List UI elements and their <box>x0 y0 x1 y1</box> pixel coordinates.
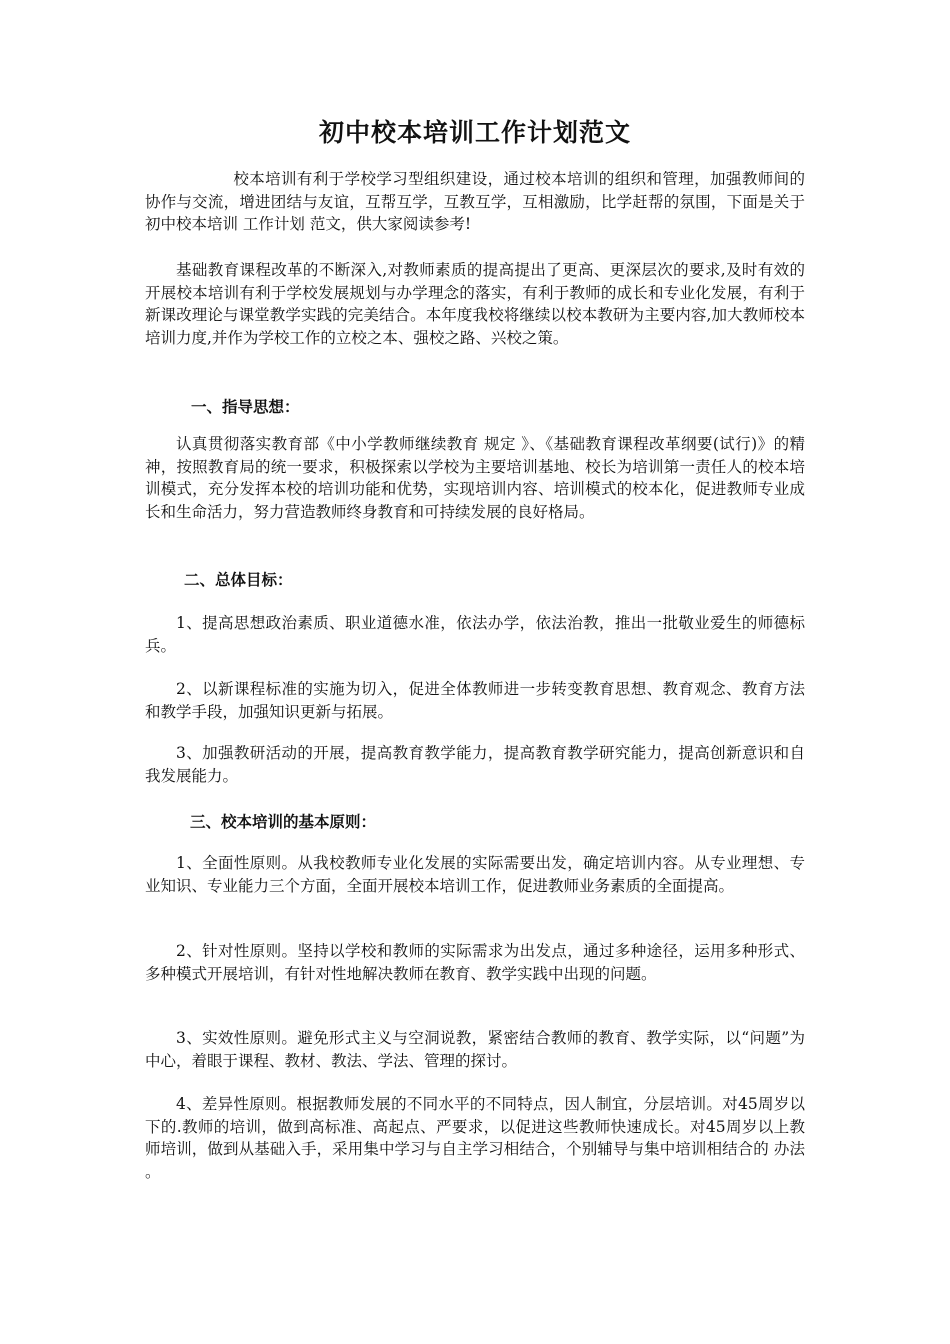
principle-item-1: 1、全面性原则。从我校教师专业化发展的实际需要出发，确定培训内容。从专业理想、专业知识、专业能力三个方面，全面开展校本培训工作，促进教师业务素质的全面提高。 <box>145 854 805 895</box>
background-paragraph: 基础教育课程改革的不断深入,对教师素质的提高提出了更高、更深层次的要求,及时有效的开展校本培训有利于学校发展规划与办学理念的落实，有利于教师的成长和专业化发展，有利于新课改理论与课堂教学实践的完美结合。本年度我校将继续以校本教研为主要内容,加大教师校本培训力度,并作为学校工作的立校之本、强校之路、兴校之策。 <box>145 261 805 347</box>
goal-item-3: 3、加强教研活动的开展，提高教育教学能力，提高教育教学研究能力，提高创新意识和自我发展能力。 <box>145 744 805 785</box>
principle-item-4: 4、差异性原则。根据教师发展的不同水平的不同特点，因人制宜，分层培训。对45周岁以下的.教师的培训，做到高标准、高起点、严要求，以促进这些教师快速成长。对45周岁以上教师培训，做到从基础入手，采用集中学习与自主学习相结合，个别辅导与集中培训相结合的 办法 。 <box>145 1095 805 1181</box>
section-heading-basic-principles: 三、校本培训的基本原则： <box>190 813 377 831</box>
goal-item-1: 1、提高思想政治素质、职业道德水准，依法办学，依法治教，推出一批敬业爱生的师德标兵。 <box>145 614 805 655</box>
guiding-thought-paragraph: 认真贯彻落实教育部《中小学教师继续教育 规定 》、《基础教育课程改革纲要(试行)》的精神，按照教育局的统一要求，积极探索以学校为主要培训基地、校长为培训第一责任人的校本培训模式，充分发挥本校的培训功能和优势，实现培训内容、培训模式的校本化，促进教师专业成长和生命活力，努力营造教师终身教育和可持续发展的良好格局。 <box>145 435 805 521</box>
principle-item-3: 3、实效性原则。避免形式主义与空洞说教，紧密结合教师的教育、教学实际，以“问题”为中心，着眼于课程、教材、教法、学法、管理的探讨。 <box>145 1029 805 1070</box>
intro-paragraph: 校本培训有利于学校学习型组织建设，通过校本培训的组织和管理，加强教师间的协作与交流，增进团结与友谊，互帮互学，互教互学，互相激励，比学赶帮的氛围，下面是关于初中校本培训 工作计划 范文，供大家阅读参考! <box>145 170 805 233</box>
section-heading-overall-goals: 二、总体目标： <box>184 571 293 589</box>
page-title: 初中校本培训工作计划范文 <box>318 118 631 147</box>
section-heading-guiding-thought: 一、指导思想： <box>191 398 300 416</box>
principle-item-2: 2、针对性原则。坚持以学校和教师的实际需求为出发点，通过多种途径，运用多种形式、多种模式开展培训，有针对性地解决教师在教育、教学实践中出现的问题。 <box>145 942 805 983</box>
goal-item-2: 2、以新课程标准的实施为切入，促进全体教师进一步转变教育思想、教育观念、教育方法和教学手段，加强知识更新与拓展。 <box>145 680 805 721</box>
